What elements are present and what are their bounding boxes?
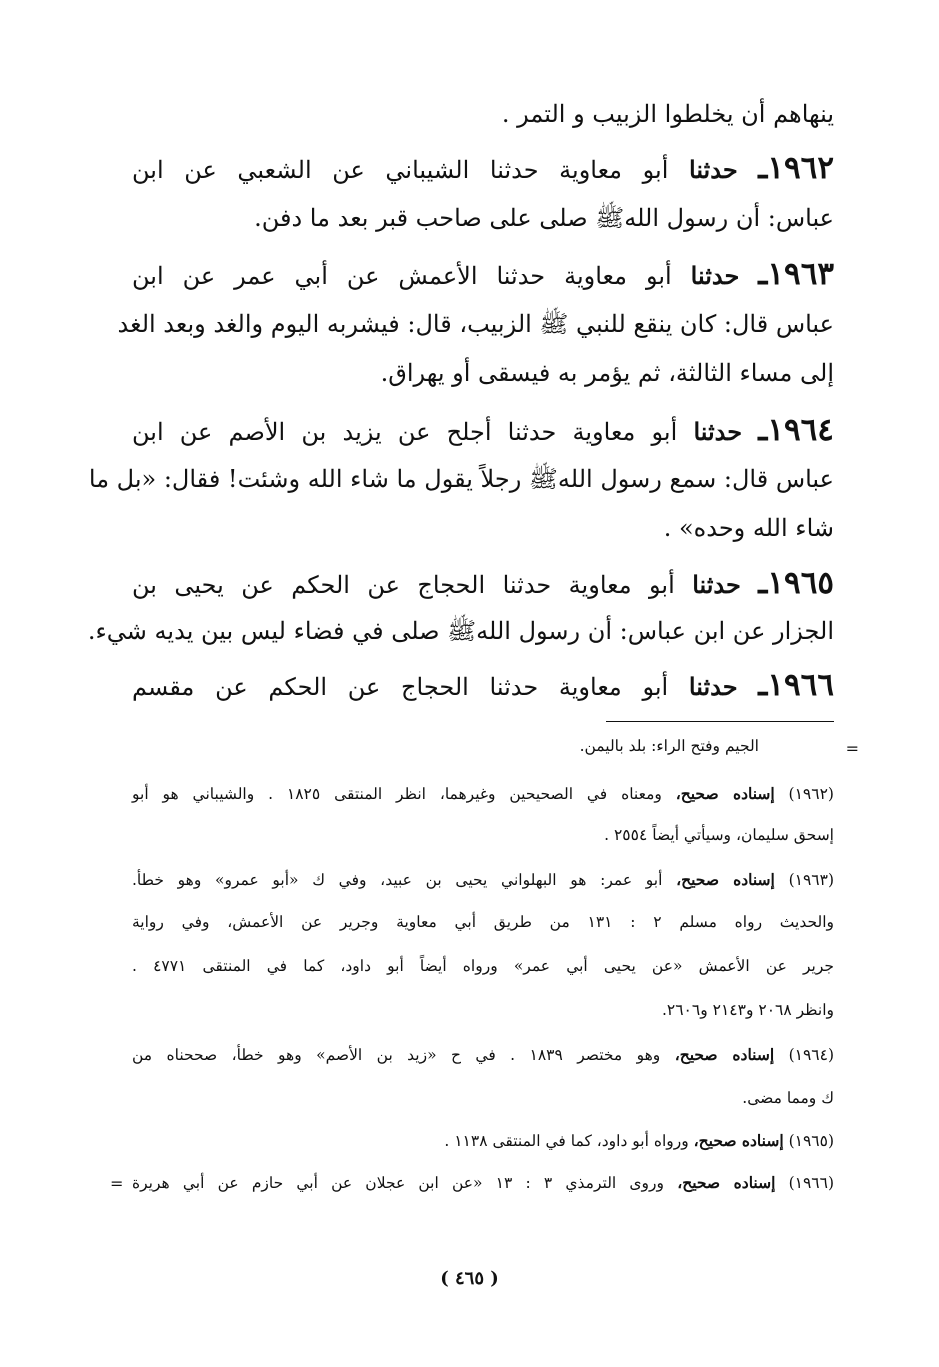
main-line-6: إلى مساء الثالثة، ثم يؤمر به فيسقى أو يهراق. [380, 359, 834, 387]
footnote-ref: (١٩٦٦) [788, 1174, 835, 1192]
footnote-line: إسحق سليمان، وسيأتي أيضاً ٢٥٥٤ . [604, 826, 834, 844]
footnote-line: ك ومما مضى. [742, 1089, 834, 1107]
hadith-number: ١٩٦٢ [767, 150, 834, 186]
footnote-1964: (١٩٦٤) إسناده صحيح، وهو مختصر ١٨٣٩ . في ح «زيد بن الأصم» وهو خطأ، صححناه من [132, 1045, 835, 1064]
footnote-1965: (١٩٦٥) إسناده صحيح، ورواه أبو داود، كما في المنتقى ١١٣٨ . [444, 1131, 834, 1150]
footnote-1962: (١٩٦٢) إسناده صحيح، ومعناه في الصحيحين وغيرهما، انظر المنتقى ١٨٢٥ . والشيباني هو أبو [132, 784, 834, 803]
hadith-1963-heading: ١٩٦٣ـ حدثنا أبو معاوية حدثنا الأعمش عن أبي عمر عن ابن [132, 256, 834, 292]
hadith-1965-heading: ١٩٦٥ـ حدثنا أبو معاوية حدثنا الحجاج عن الحكم عن يحيى بن [132, 565, 834, 601]
footnote-line: وانظر ٢٠٦٨ و٢١٤٣ و٢٦٠٦. [661, 1001, 834, 1019]
footnote-ref: (١٩٦٢) [788, 785, 834, 803]
main-line-1: ينهاهم أن يخلطوا الزبيب و التمر . [501, 100, 834, 128]
hadith-number: ١٩٦٦ [767, 667, 834, 703]
trailing-continuation-marker: = [110, 1174, 124, 1193]
hadith-number: ١٩٦٣ [767, 256, 834, 292]
footnote-1966: (١٩٦٦) إسناده صحيح، وروى الترمذي ٣ : ١٣ «عن ابن عجلان عن أبي حازم عن أبي هريرة [132, 1173, 835, 1192]
continuation-marker: = [845, 739, 859, 758]
hadith-1964-heading: ١٩٦٤ـ حدثنا أبو معاوية حدثنا أجلح عن يزيد بن الأصم عن ابن [132, 412, 834, 448]
main-line-5: عباس قال: كان ينقع للنبي ﷺ الزبيب، قال: فيشربه اليوم والغد وبعد الغد [117, 310, 834, 338]
footnote-ref: (١٩٦٣) [788, 871, 834, 889]
hadith-1966-heading: ١٩٦٦ـ حدثنا أبو معاوية حدثنا الحجاج عن الحكم عن مقسم [132, 667, 834, 703]
main-line-8: عباس قال: سمع رسول اللهﷺ رجلاً يقول ما شاء الله وشئت! فقال: «بل ما [88, 465, 834, 493]
footnote-ref: (١٩٦٤) [788, 1046, 835, 1064]
footnote-line: والحديث رواه مسلم ٢ : ١٣١ من طريق أبي معاوية وجرير عن الأعمش، وفي رواية [132, 913, 835, 931]
main-line-3: عباس: أن رسول اللهﷺ صلى على صاحب قبر بعد ما دفن. [254, 204, 834, 232]
main-line-9: شاء الله وحده» . [663, 514, 834, 542]
page-number: ( ٤٦٥ ) [440, 1268, 499, 1289]
footnote-ref: (١٩٦٥) [788, 1132, 834, 1150]
main-line-11: الجزار عن ابن عباس: أن رسول اللهﷺ صلى في فضاء ليس بين يديه شيء. [87, 617, 834, 645]
footnote-line: الجيم وفتح الراء: بلد باليمن. [579, 737, 759, 755]
hadith-number: ١٩٦٤ [767, 412, 834, 448]
footnote-separator [606, 721, 834, 722]
hadith-1962-heading: ١٩٦٢ـ حدثنا أبو معاوية حدثنا الشيباني عن الشعبي عن ابن [132, 150, 834, 186]
footnote-1963: (١٩٦٣) إسناده صحيح، أبو عمر: هو البهلواني يحيى بن عبيد، وفي ك «أبو عمرو» وهو خطأ. [132, 870, 834, 889]
hadith-number: ١٩٦٥ [767, 565, 834, 601]
footnote-line: جرير عن الأعمش «عن يحيى أبي عمر» ورواه أيضاً أبو داود، كما في المنتقى ٤٧٧١ . [132, 957, 834, 975]
